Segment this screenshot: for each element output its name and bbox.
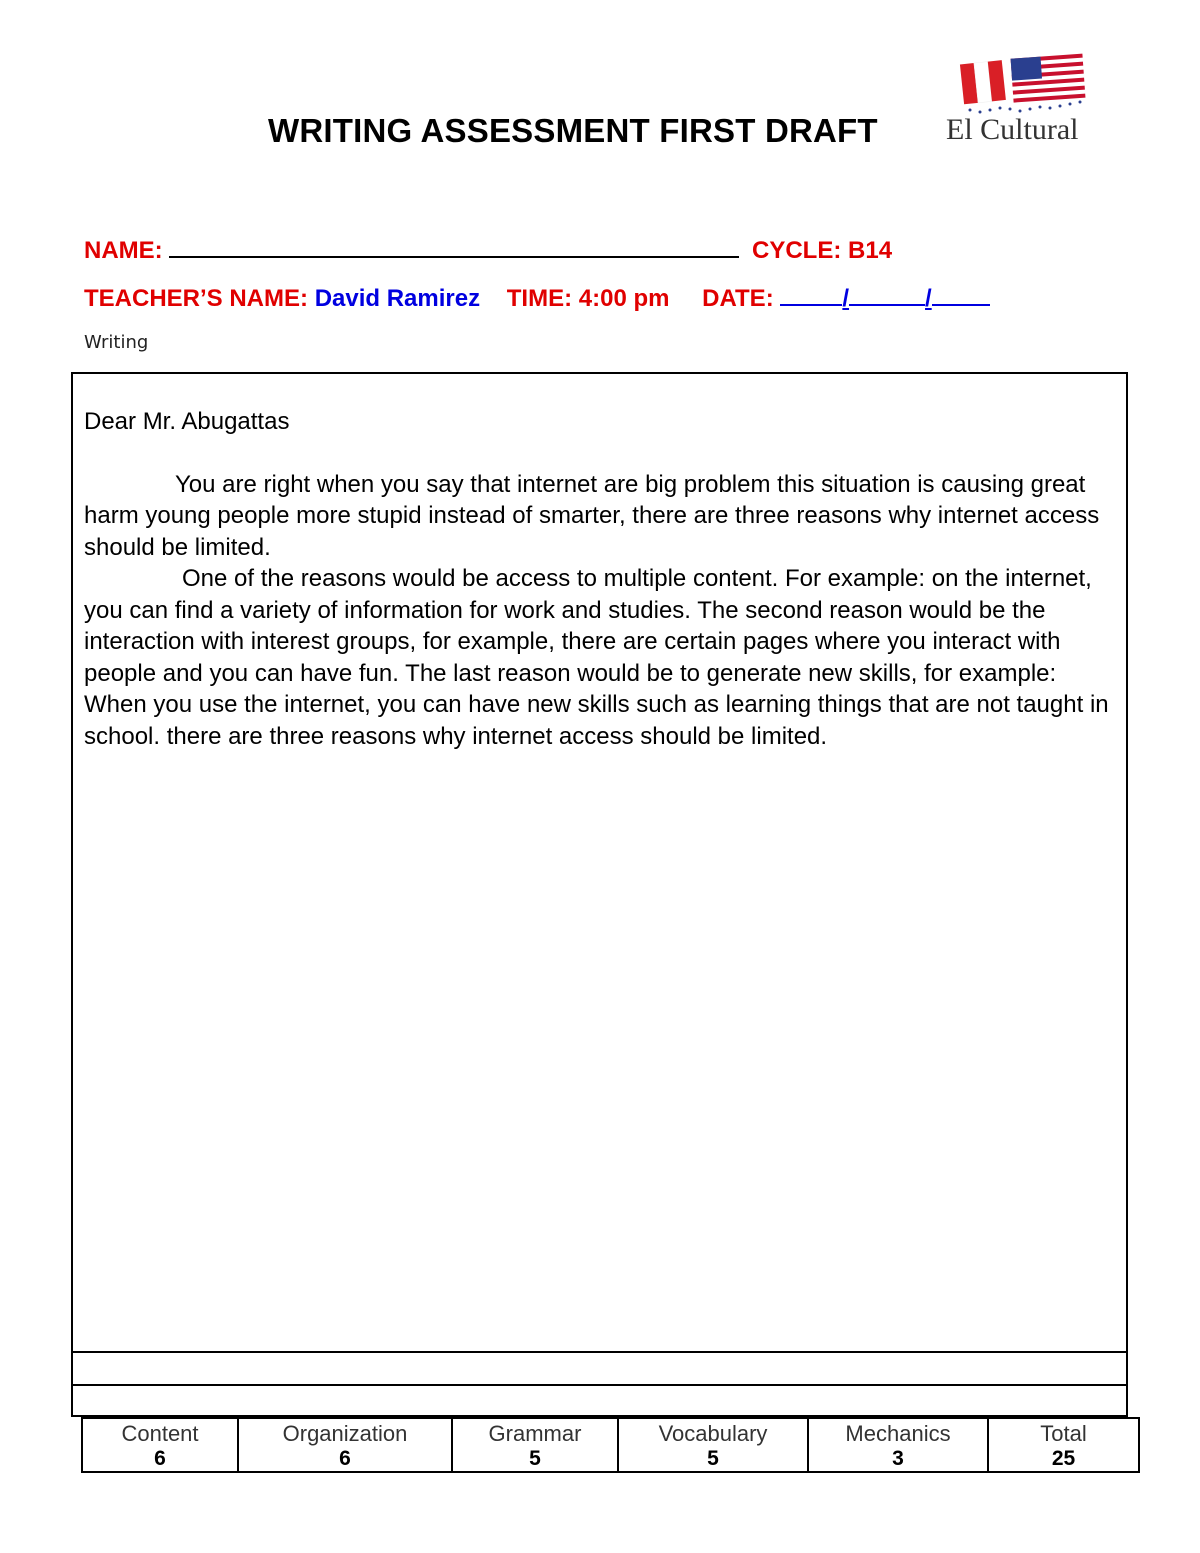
score-cell-mechanics [808, 1418, 988, 1472]
score-cell-vocabulary [618, 1418, 808, 1472]
section-label: Writing [84, 332, 149, 353]
score-table [81, 1417, 1140, 1473]
score-category: Mechanics [845, 1421, 951, 1446]
date-label: DATE: [702, 285, 774, 312]
date-year-blank[interactable] [932, 282, 990, 306]
score-points: 25 [1051, 1447, 1076, 1470]
teacher-label: TEACHER’S NAME: [84, 285, 309, 312]
date-day-blank[interactable] [780, 282, 842, 306]
letter-paragraph-1: You are right when you say that internet are big problem this situation is causing great harm young people more stupid instead of smarter, there are three reasons why internet access should be limited. [84, 470, 1100, 561]
score-cell-total [988, 1418, 1139, 1472]
score-category: Vocabulary [658, 1421, 768, 1446]
score-row [82, 1418, 1139, 1472]
score-points: 5 [707, 1447, 719, 1470]
score-cell-grammar [452, 1418, 618, 1472]
letter-salutation: Dear Mr. Abugattas [84, 408, 290, 435]
score-category: Organization [282, 1421, 408, 1446]
score-points: 6 [154, 1447, 166, 1470]
score-category: Grammar [488, 1421, 582, 1446]
score-category: Total [1040, 1421, 1087, 1446]
cycle-label: CYCLE: [752, 237, 842, 264]
score-category: Content [121, 1421, 199, 1446]
name-label: NAME: [84, 237, 163, 264]
score-cell-organization [238, 1418, 452, 1472]
name-blank[interactable] [169, 232, 739, 258]
score-cell-content [82, 1418, 238, 1472]
score-points: 3 [892, 1447, 904, 1470]
time-label: TIME: [506, 285, 573, 312]
writing-line [71, 1384, 1128, 1386]
time-value: 4:00 pm [578, 285, 670, 312]
letter-body [84, 406, 1124, 752]
score-points: 6 [339, 1447, 351, 1470]
logo-text: El Cultural [946, 113, 1079, 146]
date-separator: / [925, 285, 932, 312]
name-row [84, 232, 892, 265]
date-separator: / [842, 285, 850, 312]
writing-line [71, 1351, 1128, 1353]
page-title: WRITING ASSESSMENT FIRST DRAFT [268, 112, 878, 149]
date-month-blank[interactable] [849, 282, 925, 306]
letter-paragraph-2: One of the reasons would be access to multiple content. For example: on the internet, you can find a variety of information for work and studies. The second reason would be the interaction with interest groups, for example, there are certain pages where you interact with people and you can have fun. The last reason would be to generate new skills, for example: When you use the internet, you can have new skills such as learning things that are not taught in school. there are three reasons why internet access should be limited. [84, 565, 1109, 750]
teacher-value: David Ramirez [314, 285, 481, 312]
cycle-value: B14 [848, 237, 893, 264]
teacher-row [84, 282, 990, 313]
score-points: 5 [529, 1447, 541, 1470]
